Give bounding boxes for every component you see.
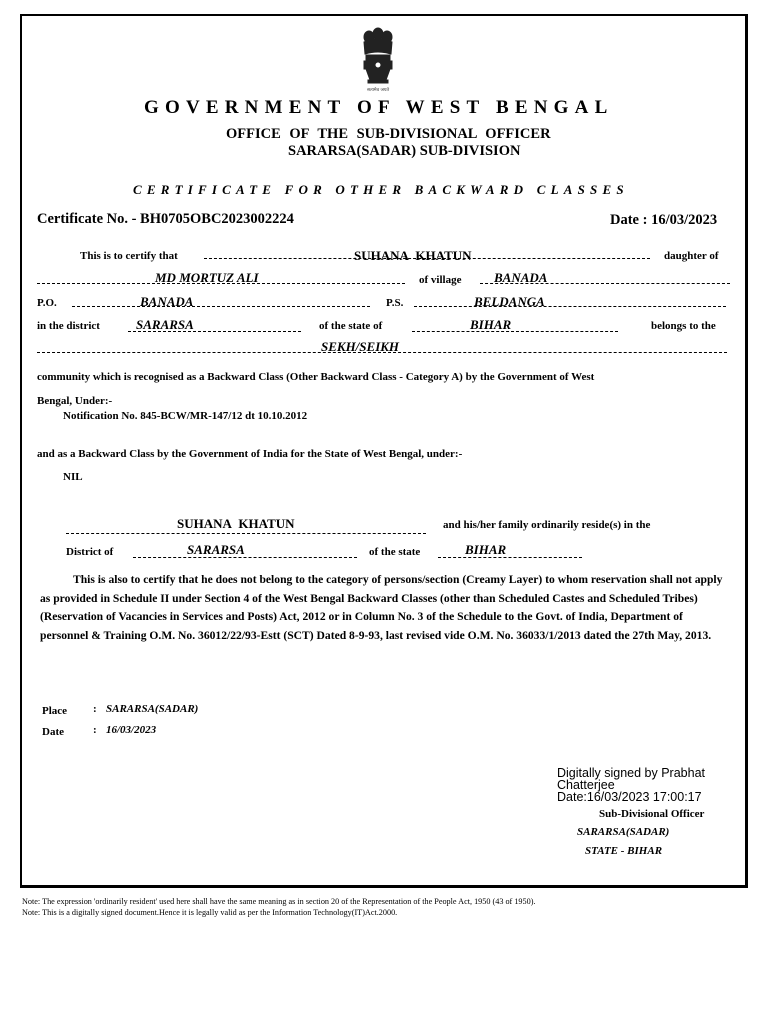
state: BIHAR (470, 317, 512, 332)
notification-text: Notification No. 845-BCW/MR-147/12 dt 10.10.2012 (63, 410, 308, 422)
place-label: Place (42, 705, 68, 717)
police-station: BELDANGA (474, 294, 545, 309)
father-name: MD MORTUZ ALI (155, 270, 259, 285)
india-text: and as a Backward Class by the Government of India for the State of West Bengal, under:- (37, 448, 463, 460)
ps-underline (414, 306, 726, 307)
certificate-number: Certificate No. - BH0705OBC2023002224 (37, 211, 294, 227)
signature-line-2: Chatterjee (557, 778, 615, 792)
caste: SEKH/SEIKH (321, 339, 400, 354)
state-underline (412, 331, 618, 332)
post-office: BANADA (140, 294, 194, 309)
signature-line-1: Digitally signed by Prabhat (557, 766, 705, 780)
footer-note-1: Note: The expression 'ordinarily resident' used here shall have the same meaning as in section 20 of the Representation of the People Act, 1950 (43 of 1950). (22, 897, 536, 906)
district: SARARSA (136, 317, 194, 332)
district-2: SARARSA (187, 542, 245, 557)
date-label: Date (42, 726, 64, 738)
relation-label: daughter of (664, 250, 719, 262)
creamy-layer-text: This is also to certify that he does not belong to the category of persons/section (Creamy Layer) to whom reservation shall not apply as provided in Schedule II under Section 4 of the West Bengal Backward Classes (other than Scheduled Castes and Scheduled Tribes) (Reservation of Vacancies in Services and Posts) Act, 2012 or in Column No. 3 of the Schedule to the Govt. of India, Department of personnel & Training O.M. No. 36012/22/93-Estt (SCT) Dated 8-9-93, last revised vide O.M. No. 36033/1/2013 dated the 27th May, 2013. (40, 573, 723, 642)
reside-label: and his/her family ordinarily reside(s) in the (443, 519, 651, 531)
belongs-label: belongs to the (651, 320, 716, 332)
po-underline (72, 306, 370, 307)
of-the-state-label: of the state (369, 546, 421, 558)
place-colon: : (93, 703, 97, 715)
office-line-2: SARARSA(SADAR) SUB-DIVISION (288, 143, 521, 159)
signatory-state: STATE - BIHAR (585, 845, 663, 857)
applicant-name-2: SUHANA KHATUN (177, 516, 295, 531)
certificate-title: CERTIFICATE FOR OTHER BACKWARD CLASSES (133, 182, 629, 197)
footer-note-2: Note: This is a digitally signed document.Hence it is legally valid as per the Information Technology(IT)Act.2000. (22, 908, 398, 917)
signatory-place: SARARSA(SADAR) (577, 826, 670, 838)
village: BANADA (494, 270, 548, 285)
state-label: of the state of (319, 320, 383, 332)
po-label: P.O. (37, 297, 57, 309)
signature-line-3: Date:16/03/2023 17:00:17 (557, 790, 702, 804)
district-label: in the district (37, 320, 100, 332)
certificate-date: Date : 16/03/2023 (610, 212, 718, 228)
name2-underline (66, 533, 426, 534)
district2-underline (133, 557, 357, 558)
office-line-1: OFFICE OF THE SUB-DIVISIONAL OFFICER (226, 126, 551, 142)
community-text: community which is recognised as a Backward Class (Other Backward Class - Category A) by the Government of West (37, 371, 595, 383)
place-value: SARARSA(SADAR) (106, 703, 199, 715)
certify-label: This is to certify that (80, 250, 178, 262)
date-colon: : (93, 724, 97, 736)
creamy-layer-paragraph (40, 571, 730, 645)
signatory-designation: Sub-Divisional Officer (599, 808, 705, 820)
applicant-name: SUHANA KHATUN (354, 248, 472, 263)
ps-label: P.S. (386, 297, 404, 309)
state-2: BIHAR (465, 542, 507, 557)
nil-text: NIL (63, 471, 83, 483)
emblem-caption: सत्यमेव जयते (366, 88, 390, 93)
government-title: GOVERNMENT OF WEST BENGAL (144, 97, 614, 118)
national-emblem (356, 24, 400, 94)
date-value: 16/03/2023 (106, 724, 157, 736)
state2-underline (438, 557, 582, 558)
village-label: of village (419, 274, 462, 286)
district-of-label: District of (66, 546, 114, 558)
bengal-under: Bengal, Under:- (37, 395, 113, 407)
